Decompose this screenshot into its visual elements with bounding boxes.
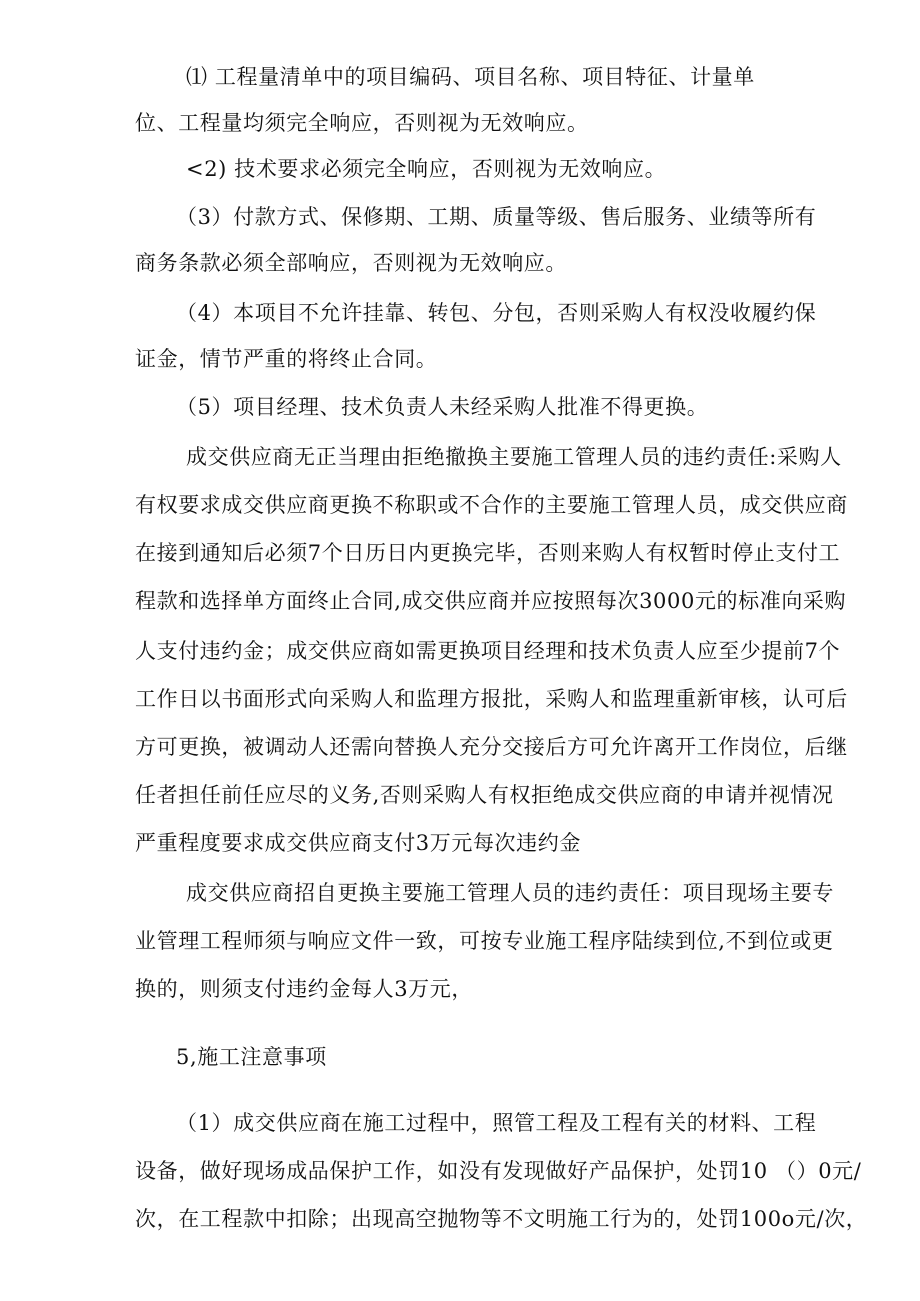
- paragraph-line: 人支付违约金；成交供应商如需更换项目经理和技术负责人应至少提前7个: [135, 639, 841, 663]
- paragraph-line: （4）本项目不允许挂靠、转包、分包，否则采购人有权没收履约保: [176, 301, 817, 325]
- paragraph-line: ⑴ 工程量清单中的项目编码、项目名称、项目特征、计量单: [186, 65, 755, 89]
- paragraph-line: 设备，做好现场成品保护工作，如没有发现做好产品保护，处罚10 （）0元/: [135, 1159, 862, 1183]
- paragraph-line: 位、工程量均须完全响应，否则视为无效响应。: [135, 111, 589, 135]
- paragraph-line: 在接到通知后必须7个日历日内更换完毕，否则来购人有权暂时停止支付工: [135, 541, 841, 565]
- paragraph-line: 成交供应商无正当理由拒绝撤换主要施工管理人员的违约责任:采购人: [186, 445, 842, 469]
- paragraph-line: 程款和选择单方面终止合同,成交供应商并应按照每次3000元的标准向采购: [135, 589, 847, 613]
- paragraph-line: <2) 技术要求必须完全响应，否则视为无效响应。: [186, 157, 667, 181]
- paragraph-line: 证金，情节严重的将终止合同。: [135, 347, 438, 371]
- paragraph-line: （5）项目经理、技术负责人未经采购人批准不得更换。: [176, 395, 709, 419]
- paragraph-line: 严重程度要求成交供应商支付3万元每次违约金: [135, 831, 581, 855]
- paragraph-line: 工作日以书面形式向采购人和监理方报批，采购人和监理重新审核，认可后: [135, 687, 848, 711]
- paragraph-line: 换的，则须支付违约金每人3万元，: [135, 977, 473, 1001]
- paragraph-line: 有权要求成交供应商更换不称职或不合作的主要施工管理人员，成交供应商: [135, 493, 848, 517]
- paragraph-line: 成交供应商招自更换主要施工管理人员的违约责任：项目现场主要专: [186, 881, 834, 905]
- paragraph-line: 商务条款必须全部响应，否则视为无效响应。: [135, 251, 567, 275]
- paragraph-line: （1）成交供应商在施工过程中，照管工程及工程有关的材料、工程: [176, 1111, 817, 1135]
- section-heading: 5,施工注意事项: [176, 1045, 327, 1069]
- paragraph-line: 方可更换，被调动人还需向替换人充分交接后方可允许离开工作岗位，后继: [135, 735, 848, 759]
- paragraph-line: （3）付款方式、保修期、工期、质量等级、售后服务、业绩等所有: [176, 205, 817, 229]
- paragraph-line: 任者担任前任应尽的义务,否则采购人有权拒绝成交供应商的申请并视情况: [135, 783, 834, 807]
- paragraph-line: 业管理工程师须与响应文件一致，可按专业施工程序陆续到位,不到位或更: [135, 929, 834, 953]
- paragraph-line: 次，在工程款中扣除；出现高空抛物等不文明施工行为的，处罚100o元/次，: [135, 1207, 868, 1231]
